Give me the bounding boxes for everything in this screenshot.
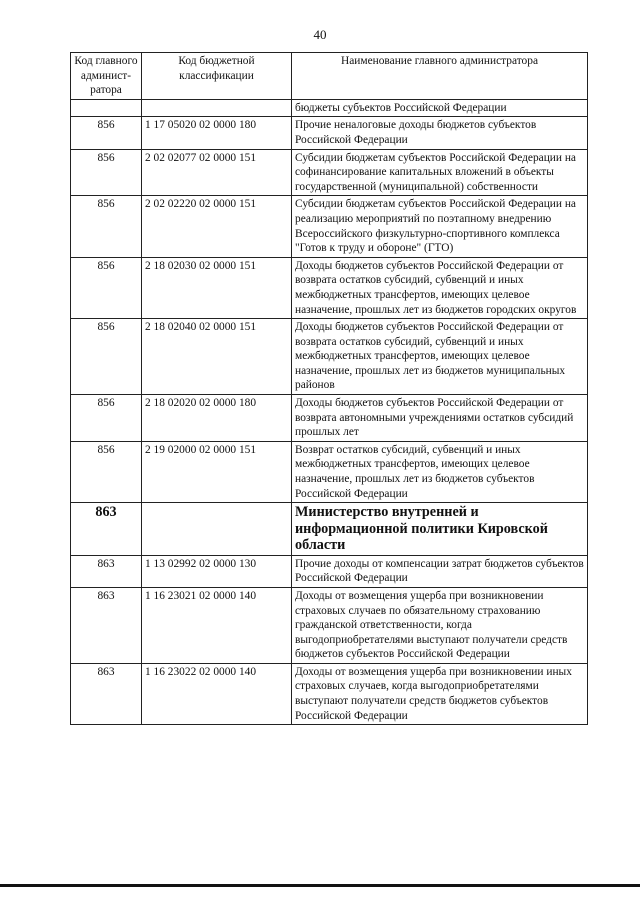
admin-name-cell: Субсидии бюджетам субъектов Российской Федерации на софинансирование капитальных вложений в объекты государственной (муниципальной) собственности	[292, 149, 588, 196]
budget-code-cell: 2 18 02040 02 0000 151	[142, 319, 292, 395]
admin-name-cell: Доходы от возмещения ущерба при возникновении иных страховых случаев, когда выгодоприобретателями выступают получатели средств бюджетов субъектов Российской Федерации	[292, 663, 588, 724]
section-empty-cell	[142, 503, 292, 556]
budget-code-cell	[142, 99, 292, 117]
table-row	[71, 555, 588, 587]
table-row	[71, 663, 588, 724]
admin-name-cell: Доходы от возмещения ущерба при возникновении страховых случаев по обязательному страхованию гражданской ответственности, когда выгодоприобретателями выступают получатели средств бюджетов субъектов Российской Федерации	[292, 587, 588, 663]
header-admin-name: Наименование главного администратора	[292, 53, 588, 100]
admin-name-cell: Доходы бюджетов субъектов Российской Федерации от возврата остатков субсидий, субвенций и иных межбюджетных трансфертов, имеющих целевое назначение, прошлых лет из бюджетов муниципальных районов	[292, 319, 588, 395]
admin-name-cell: Прочие неналоговые доходы бюджетов субъектов Российской Федерации	[292, 117, 588, 149]
table-row	[71, 196, 588, 257]
admin-code-cell: 856	[71, 149, 142, 196]
table-header-row	[71, 53, 588, 100]
table-row	[71, 319, 588, 395]
budget-code-cell: 1 13 02992 02 0000 130	[142, 555, 292, 587]
table-row	[71, 149, 588, 196]
table-row	[71, 117, 588, 149]
admin-code-cell	[71, 99, 142, 117]
header-budget-code: Код бюджетной классификации	[142, 53, 292, 100]
section-admin-name: Министерство внутренней и информационной политики Кировской области	[292, 503, 588, 556]
admin-code-cell: 863	[71, 587, 142, 663]
section-admin-code: 863	[71, 503, 142, 556]
budget-code-cell: 1 16 23021 02 0000 140	[142, 587, 292, 663]
admin-code-cell: 856	[71, 395, 142, 442]
admin-code-cell: 856	[71, 257, 142, 318]
admin-code-cell: 856	[71, 117, 142, 149]
admin-name-cell: Субсидии бюджетам субъектов Российской Федерации на реализацию мероприятий по поэтапному внедрению Всероссийского физкультурно-спортивного комплекса "Готов к труду и обороне" (ГТО)	[292, 196, 588, 257]
admin-name-cell: Прочие доходы от компенсации затрат бюджетов субъектов Российской Федерации	[292, 555, 588, 587]
page-bottom-rule	[0, 884, 640, 887]
admin-name-cell: Возврат остатков субсидий, субвенций и иных межбюджетных трансфертов, имеющих целевое назначение, прошлых лет из бюджетов субъектов Российской Федерации	[292, 441, 588, 502]
admin-name-cell: Доходы бюджетов субъектов Российской Федерации от возврата остатков субсидий, субвенций и иных межбюджетных трансфертов, имеющих целевое назначение, прошлых лет из бюджетов городских округов	[292, 257, 588, 318]
admin-name-cell: бюджеты субъектов Российской Федерации	[292, 99, 588, 117]
admin-code-cell: 856	[71, 319, 142, 395]
budget-code-cell: 2 02 02077 02 0000 151	[142, 149, 292, 196]
budget-code-cell: 2 02 02220 02 0000 151	[142, 196, 292, 257]
budget-code-cell: 1 16 23022 02 0000 140	[142, 663, 292, 724]
table-row	[71, 257, 588, 318]
budget-code-cell: 1 17 05020 02 0000 180	[142, 117, 292, 149]
page-number: 40	[313, 27, 327, 42]
admin-code-cell: 856	[71, 441, 142, 502]
continuation-row	[71, 99, 588, 117]
budget-code-cell: 2 18 02030 02 0000 151	[142, 257, 292, 318]
admin-code-cell: 856	[71, 196, 142, 257]
section-header-row	[71, 503, 588, 556]
admin-code-cell: 863	[71, 663, 142, 724]
budget-classification-table	[70, 52, 588, 725]
table-row	[71, 441, 588, 502]
admin-name-cell: Доходы бюджетов субъектов Российской Федерации от возврата автономными учреждениями остатков субсидий прошлых лет	[292, 395, 588, 442]
table-row	[71, 395, 588, 442]
table-row	[71, 587, 588, 663]
admin-code-cell: 863	[71, 555, 142, 587]
header-admin-code: Код главного админист- ратора	[71, 53, 142, 100]
budget-code-cell: 2 19 02000 02 0000 151	[142, 441, 292, 502]
budget-code-cell: 2 18 02020 02 0000 180	[142, 395, 292, 442]
